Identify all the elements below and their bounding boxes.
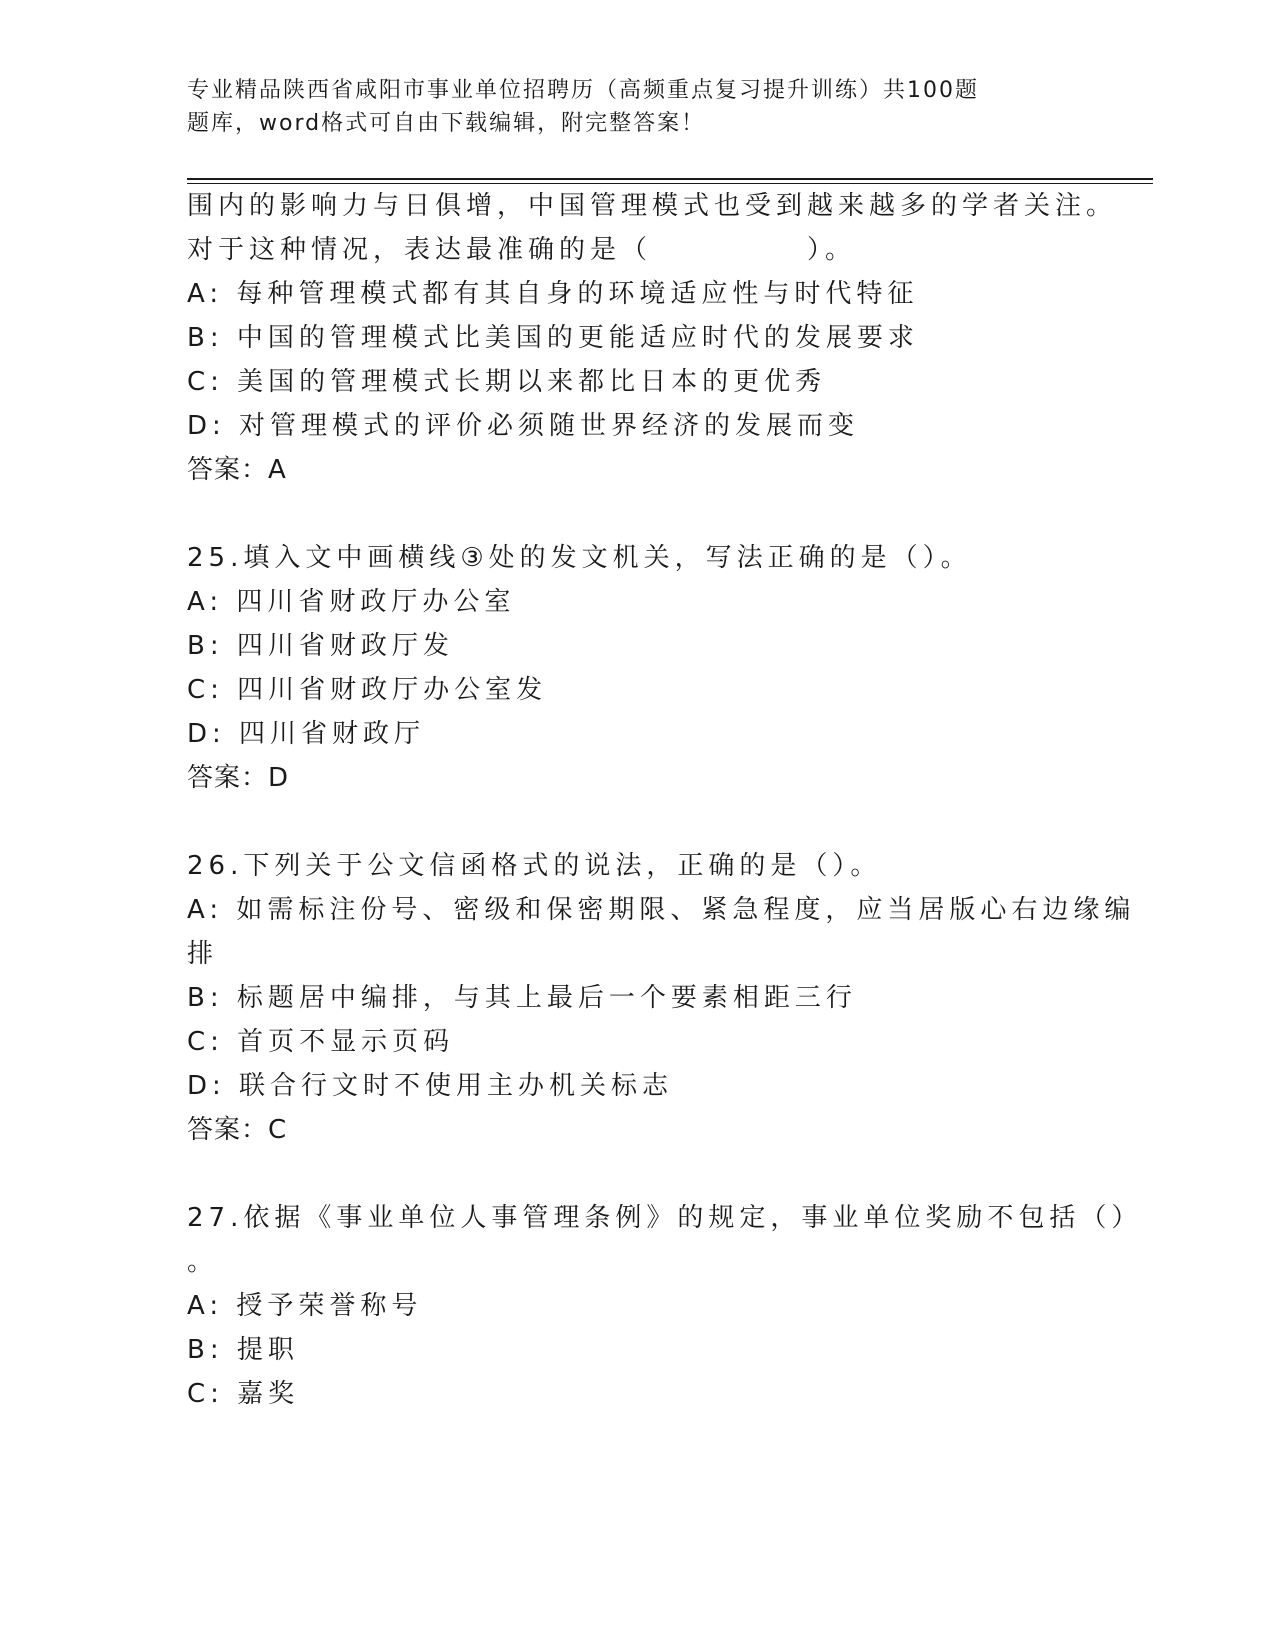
q24-option-c: C: 美国的管理模式长期以来都比日本的更优秀 xyxy=(187,367,827,397)
q27-stem-line-2: 。 xyxy=(187,1247,219,1277)
q24-answer: 答案：A xyxy=(187,455,287,485)
document-header xyxy=(187,74,1067,140)
q26-option-c: C: 首页不显示页码 xyxy=(187,1027,455,1057)
q24-option-b: B: 中国的管理模式比美国的更能适应时代的发展要求 xyxy=(187,323,919,353)
q24-stem-line-1: 围内的影响力与日俱增，中国管理模式也受到越来越多的学者关注。 xyxy=(187,191,1118,221)
q26-stem: 26.下列关于公文信函格式的说法，正确的是（）。 xyxy=(187,851,882,881)
header-title-line-2: 题库，word格式可自由下载编辑，附完整答案！ xyxy=(187,111,706,136)
q24-stem-line-2: 对于这种情况，表达最准确的是（ ）。 xyxy=(187,235,857,265)
q25-option-d: D: 四川省财政厅 xyxy=(187,719,426,749)
q25-option-c: C: 四川省财政厅办公室发 xyxy=(187,675,548,705)
header-divider-thin xyxy=(187,183,1153,184)
q26-option-a-line-2: 排 xyxy=(187,939,219,969)
q26-option-d: D: 联合行文时不使用主办机关标志 xyxy=(187,1071,674,1101)
q25-stem: 25.填入文中画横线③处的发文机关，写法正确的是（）。 xyxy=(187,543,972,573)
q27-option-c: C: 嘉奖 xyxy=(187,1379,300,1409)
q25-answer: 答案：D xyxy=(187,763,290,793)
q27-option-a: A: 授予荣誉称号 xyxy=(187,1291,423,1321)
q25-option-b: B: 四川省财政厅发 xyxy=(187,631,454,661)
header-divider-thick xyxy=(187,178,1153,180)
q27-option-b: B: 提职 xyxy=(187,1335,299,1365)
q26-answer: 答案：C xyxy=(187,1115,288,1145)
q24-option-d: D: 对管理模式的评价必须随世界经济的发展而变 xyxy=(187,411,860,441)
q25-option-a: A: 四川省财政厅办公室 xyxy=(187,587,516,617)
q26-option-a-line-1: A: 如需标注份号、密级和保密期限、紧急程度，应当居版心右边缘编 xyxy=(187,895,1136,925)
q26-option-b: B: 标题居中编排，与其上最后一个要素相距三行 xyxy=(187,983,857,1013)
header-title-line-1: 专业精品陕西省咸阳市事业单位招聘历（高频重点复习提升训练）共100题 xyxy=(187,78,979,103)
q24-option-a: A: 每种管理模式都有其自身的环境适应性与时代特征 xyxy=(187,279,919,309)
q27-stem-line-1: 27.依据《事业单位人事管理条例》的规定，事业单位奖励不包括（） xyxy=(187,1203,1143,1233)
